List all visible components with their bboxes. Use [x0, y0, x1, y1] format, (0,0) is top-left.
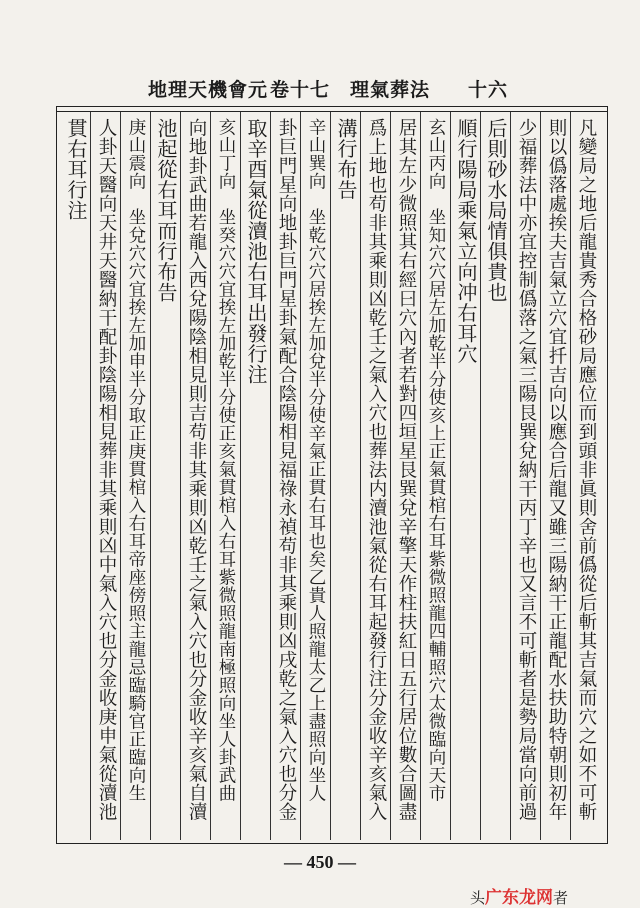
text-column: 卦巨門星向地卦巨門星卦氣配合陰陽相見福祿永禎苟非其乘則凶戌乾之氣入穴也分金 [276, 118, 297, 821]
text-column: 人卦天醫向天井天醫納干配卦陰陽相見葬非其乘則凶中氣入穴也分金收庚申氣從瀆池 [96, 118, 117, 821]
header-page-number: 十六 [468, 79, 509, 101]
text-column: 亥山丁向 坐癸穴穴宜挨左加乾半分使正亥氣貫棺入右耳紫微照龍南極照向坐人卦武曲 [216, 118, 236, 802]
column-rule [510, 112, 511, 840]
column-rule [120, 112, 121, 840]
column-rule [570, 112, 571, 840]
text-column: 少福葬法中亦宜控制僞落之氣三陽艮巽兌納干丙丁辛也又言不可斬者是勢局當向前過 [516, 118, 537, 821]
text-column: 溝行布告 [334, 118, 358, 200]
chapter-title: 卷十七 理氣葬法 [270, 79, 431, 101]
text-column: 池起從右耳而行布告 [154, 118, 178, 303]
text-column: 順行陽局乘氣立向冲右耳穴 [454, 118, 478, 364]
text-column: 凡變局之地后龍貴秀合格砂局應位而到頭非眞則舍前僞從后斬其吉氣而穴之如不可斬 [576, 118, 597, 821]
column-rule [390, 112, 391, 840]
column-rule [150, 112, 151, 840]
column-rule [450, 112, 451, 840]
column-rule [480, 112, 481, 840]
column-rule [330, 112, 331, 840]
running-header [120, 75, 540, 103]
column-rule [420, 112, 421, 840]
text-column: 取辛酉氣從瀆池右耳出發行注 [244, 118, 268, 385]
column-rule [240, 112, 241, 840]
column-rule [90, 112, 91, 840]
text-column: 居其左少微照其右經曰穴內者若對四垣星艮巽兌辛擎天作柱扶紅日五行居位數合圖盡 [396, 118, 417, 821]
text-column: 貫右耳行注 [64, 118, 88, 221]
column-rule [300, 112, 301, 840]
column-rule [540, 112, 541, 840]
text-column: 則以僞落處挨夫吉氣立穴宜扦吉向以應合后龍又雖三陽納干正龍配水扶助特朝則初年 [546, 118, 567, 821]
book-title: 地理天機會元 [148, 79, 269, 101]
column-rule [210, 112, 211, 840]
column-rule [180, 112, 181, 840]
text-column: 后則砂水局情俱貴也 [484, 118, 508, 303]
text-column: 辛山巽向 坐乾穴穴居挨左加兌半分使辛氣正貫右耳也矣乙貴人照龍太乙上盡照向坐人 [306, 118, 326, 802]
watermark-brand: 广东龙网 [485, 888, 554, 908]
page-footer-number: — 450 — [284, 852, 356, 872]
text-column: 爲上地也苟非其乘則凶乾壬之氣入穴也葬法内瀆池氣從右耳起發行注分金收辛亥氣入 [366, 118, 387, 821]
column-rule [360, 112, 361, 840]
text-column: 向地卦武曲若龍入西兌陽陰相見則吉苟非其乘則凶乾壬之氣入穴也分金收辛亥氣自瀆 [186, 118, 207, 821]
site-watermark [470, 883, 568, 908]
text-column: 玄山丙向 坐知穴穴居左加乾半分使亥上正氣貫棺右耳紫微照龍四輔照穴太微臨向天市 [426, 118, 446, 802]
text-column: 庚山震向 坐兌穴穴宜挨左加申半分取正庚貫棺入右耳帝座傍照主龍忌臨騎官正臨向生 [126, 118, 146, 802]
watermark-suffix: 者 [553, 889, 569, 907]
watermark-prefix: 头 [470, 889, 486, 907]
column-rule [270, 112, 271, 840]
